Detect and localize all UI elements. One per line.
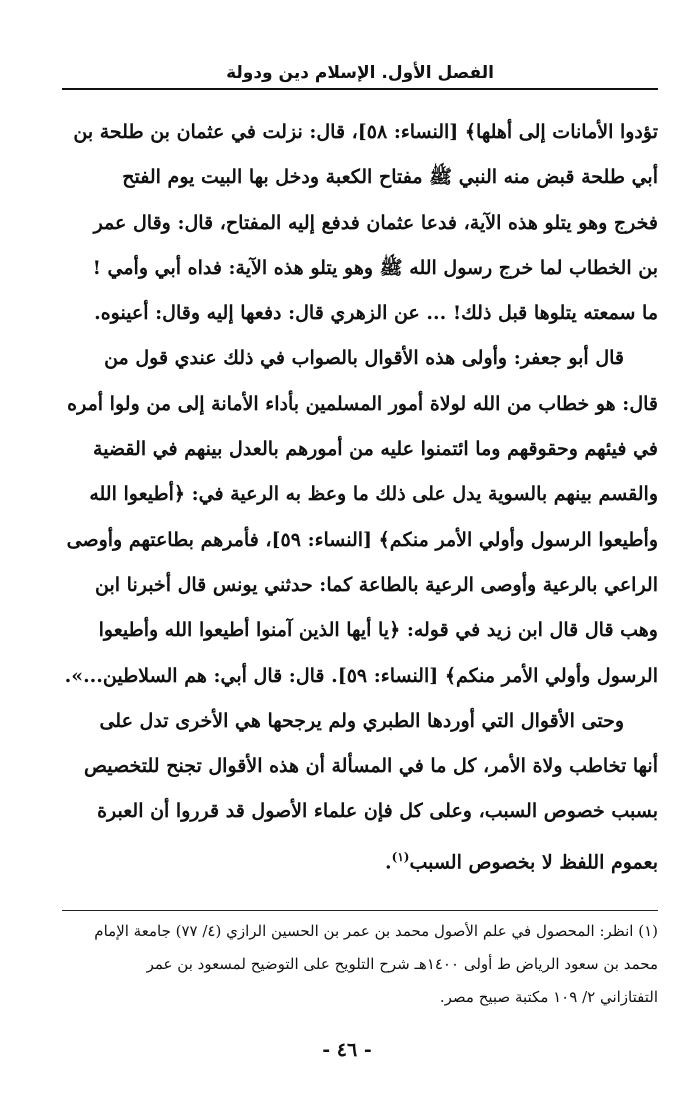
text-line: وأطيعوا الرسول وأولي الأمر منكم﴾ [النساء: ٥٩]، فأمرهم بطاعتهم وأوصى	[66, 528, 658, 551]
footnote-line: محمد بن سعود الرياض ط أولى ١٤٠٠هـ شرح التلويح على التوضيح لمسعود بن عمر	[146, 955, 658, 973]
footnote-separator	[62, 910, 658, 911]
text-line: وهب قال قال ابن زيد في قوله: ﴿يا أيها الذين آمنوا أطيعوا الله وأطيعوا	[98, 619, 658, 642]
text-line: تؤدوا الأمانات إلى أهلها﴾ [النساء: ٥٨]، قال: نزلت في عثمان بن طلحة بن	[73, 121, 658, 143]
page-number: - ٤٦ -	[322, 1039, 372, 1061]
sentence-end: .	[385, 851, 392, 874]
last-text-line	[62, 835, 658, 880]
footnote-line: (١) انظر: المحصول في علم الأصول محمد بن عمر بن الحسين الرازي (٤/ ٧٧) جامعة الإمام	[94, 922, 658, 940]
text-line: الراعي بالرعية وأوصى الرعية بالطاعة كما: حدثني يونس قال أخبرنا ابن	[95, 573, 658, 596]
footnote-reference[interactable]: (١)	[391, 849, 410, 864]
running-header: الفصل الأول. الإسلام دين ودولة	[226, 63, 494, 83]
header-rule	[62, 88, 658, 90]
text-line: والقسم بينهم بالسوية يدل على ذلك ما وعظ به الرعية في: ﴿أطيعوا الله	[89, 483, 658, 506]
text-line: أبي طلحة قبض منه النبي ﷺ مفتاح الكعبة ودخل بها البيت يوم الفتح	[122, 166, 658, 189]
text-fragment: بعموم اللفظ لا بخصوص السبب	[409, 851, 658, 874]
footnote-line: التفتازاني ٢/ ١٠٩ مكتبة صبيح مصر.	[439, 988, 658, 1006]
main-text	[62, 110, 658, 880]
text-line: ما سمعته يتلوها قبل ذلك! ... عن الزهري قال: دفعها إليه وقال: أعينوه.	[94, 302, 658, 325]
text-line: في فيئهم وحقوقهم وما ائتمنوا عليه من أمورهم بالعدل بينهم في القضية	[93, 438, 658, 461]
text-line: الرسول وأولي الأمر منكم﴾ [النساء: ٥٩]. قال: قال أبي: هم السلاطين...».	[64, 664, 658, 687]
footnotes	[62, 915, 658, 1014]
text-line: بن الخطاب لما خرج رسول الله ﷺ وهو يتلو هذه الآية: فداه أبي وأمي !	[92, 256, 658, 279]
text-line: قال: هو خطاب من الله لولاة أمور المسلمين بأداء الأمانة إلى من ولوا أمره	[67, 392, 658, 415]
text-line: فخرج وهو يتلو هذه الآية، فدعا عثمان فدفع إليه المفتاح، قال: وقال عمر	[93, 211, 658, 234]
paragraph-start-line: وحتى الأقوال التي أوردها الطبري ولم يرجحها هي الأخرى تدل على	[99, 709, 624, 732]
paragraph-start-line: قال أبو جعفر: وأولى هذه الأقوال بالصواب في ذلك عندي قول من	[104, 347, 624, 370]
text-line: أنها تخاطب ولاة الأمر، كل ما في المسألة أن هذه الأقوال تجنح للتخصيص	[84, 755, 658, 778]
text-line: بسبب خصوص السبب، وعلى كل فإن علماء الأصول قد قرروا أن العبرة	[97, 800, 658, 823]
